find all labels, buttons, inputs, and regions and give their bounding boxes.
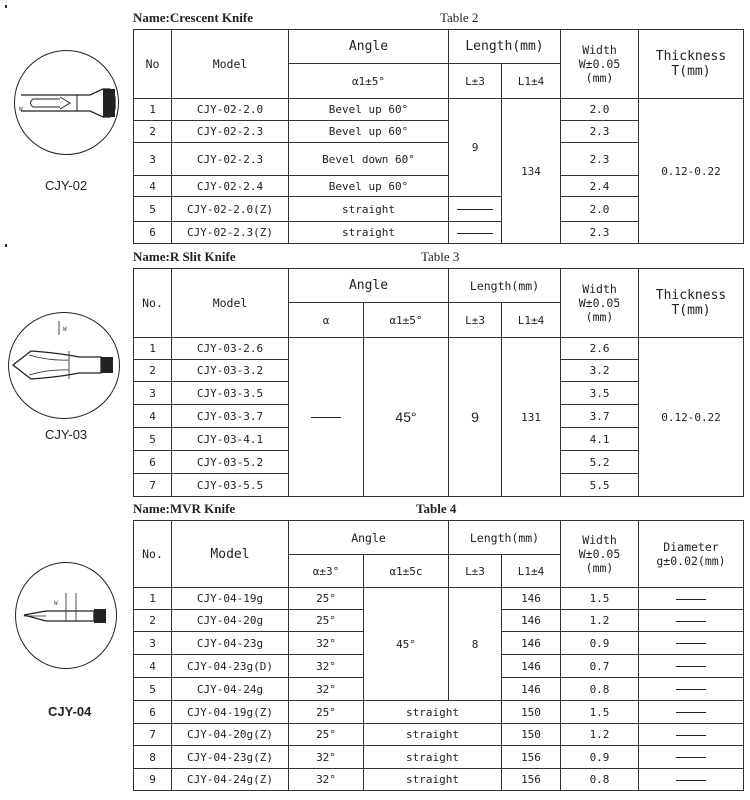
dash-mark — [457, 233, 493, 234]
header-width — [561, 521, 639, 588]
cell-width: 5.2 — [561, 451, 639, 474]
header-alpha1: α1±5° — [364, 303, 449, 338]
cell-thickness: 0.12-0.22 — [639, 99, 744, 244]
cell-width: 0.8 — [561, 769, 639, 791]
cell-diameter — [639, 701, 744, 724]
cell-model: CJY-02-2.0 — [172, 99, 289, 121]
cell-width: 4.1 — [561, 428, 639, 451]
cell-alpha: 25° — [289, 724, 364, 746]
cell-width: 1.5 — [561, 701, 639, 724]
cell-no: 3 — [134, 382, 172, 405]
header-model: Model — [172, 269, 289, 338]
cell-straight: straight — [364, 724, 502, 746]
cell-width: 1.2 — [561, 724, 639, 746]
header-thickness-title: Thickness — [655, 288, 727, 303]
dash-mark — [676, 621, 706, 622]
header-width-title: Width — [582, 533, 617, 547]
header-thickness-unit: T(mm) — [671, 303, 711, 318]
table-caption — [133, 8, 733, 26]
cell-no: 4 — [134, 405, 172, 428]
cell-model: CJY-02-2.3 — [172, 143, 289, 176]
cell-no: 1 — [134, 99, 172, 121]
cell-alpha: 32° — [289, 769, 364, 791]
cell-no: 3 — [134, 632, 172, 655]
cell-diameter — [639, 746, 744, 769]
header-width-title: Width — [582, 43, 617, 57]
table-caption — [133, 247, 733, 265]
header-length: Length(mm) — [449, 269, 561, 303]
cell-no: 4 — [134, 176, 172, 197]
cell-l1: 150 — [502, 701, 561, 724]
cell-no: 1 — [134, 338, 172, 360]
table-name: Name:MVR Knife — [133, 501, 236, 516]
dash-mark — [676, 735, 706, 736]
cell-model: CJY-04-23g — [172, 632, 289, 655]
cell-alpha1: 45° — [364, 338, 449, 497]
cell-width: 2.6 — [561, 338, 639, 360]
svg-text:W: W — [63, 326, 67, 333]
table-caption — [133, 499, 733, 517]
model-label: CJY-04 — [48, 704, 92, 719]
header-l1: L1±4 — [502, 64, 561, 99]
corner-mark — [5, 5, 7, 8]
header-width — [561, 30, 639, 99]
header-thickness-title: Thickness — [655, 49, 727, 64]
cell-angle: Bevel up 60° — [289, 99, 449, 121]
cell-no: 7 — [134, 724, 172, 746]
cell-alpha: 25° — [289, 701, 364, 724]
cell-l1: 131 — [502, 338, 561, 497]
cell-width: 2.3 — [561, 143, 639, 176]
cell-width: 2.3 — [561, 222, 639, 244]
table-number: Table 2 — [440, 10, 479, 25]
cell-width: 3.2 — [561, 360, 639, 382]
header-no: No — [134, 30, 172, 99]
cell-width: 0.8 — [561, 678, 639, 701]
cell-no: 5 — [134, 678, 172, 701]
cell-model: CJY-04-23g(Z) — [172, 746, 289, 769]
cell-model: CJY-03-5.2 — [172, 451, 289, 474]
header-width-unit: (mm) — [585, 561, 614, 575]
cell-width: 2.0 — [561, 197, 639, 222]
cell-diameter — [639, 632, 744, 655]
header-l1: L1±4 — [502, 555, 561, 588]
cell-straight: straight — [364, 769, 502, 791]
cell-width: 0.7 — [561, 655, 639, 678]
cell-l-empty — [449, 197, 502, 222]
cell-model: CJY-02-2.3 — [172, 121, 289, 143]
cell-alpha: 25° — [289, 588, 364, 610]
cell-l1: 156 — [502, 746, 561, 769]
cell-l-empty — [449, 222, 502, 244]
cell-angle: straight — [289, 222, 449, 244]
cell-model: CJY-04-20g(Z) — [172, 724, 289, 746]
cell-width: 3.7 — [561, 405, 639, 428]
cell-angle: straight — [289, 197, 449, 222]
corner-mark — [5, 244, 7, 247]
header-model: Model — [172, 30, 289, 99]
cell-no: 3 — [134, 143, 172, 176]
cell-model: CJY-02-2.3(Z) — [172, 222, 289, 244]
cell-model: CJY-03-3.5 — [172, 382, 289, 405]
cell-thickness: 0.12-0.22 — [639, 338, 744, 497]
table-number: Table 3 — [421, 249, 460, 264]
dash-mark — [457, 209, 493, 210]
cell-angle: Bevel up 60° — [289, 121, 449, 143]
cell-alpha: 32° — [289, 632, 364, 655]
knife-illustration — [14, 50, 119, 155]
cell-angle: Bevel down 60° — [289, 143, 449, 176]
cell-width: 1.2 — [561, 610, 639, 632]
cell-diameter — [639, 655, 744, 678]
header-width — [561, 269, 639, 338]
cell-no: 9 — [134, 769, 172, 791]
cell-width: 0.9 — [561, 746, 639, 769]
header-width-sub: W±0.05 — [578, 296, 621, 310]
header-l1: L1±4 — [502, 303, 561, 338]
cell-model: CJY-04-24g — [172, 678, 289, 701]
svg-text:W: W — [54, 600, 58, 607]
cell-model: CJY-04-24g(Z) — [172, 769, 289, 791]
dash-mark — [676, 643, 706, 644]
cell-no: 6 — [134, 222, 172, 244]
cell-alpha1: 45° — [364, 588, 449, 701]
table-name: Name:R Slit Knife — [133, 249, 236, 264]
dash-mark — [676, 757, 706, 758]
cell-no: 8 — [134, 746, 172, 769]
mvr-knife-icon — [16, 563, 116, 668]
header-alpha1: α1±5° — [289, 64, 449, 99]
cell-no: 4 — [134, 655, 172, 678]
cell-alpha: 25° — [289, 610, 364, 632]
cell-alpha: 32° — [289, 746, 364, 769]
header-l: L±3 — [449, 64, 502, 99]
header-width-unit: (mm) — [585, 71, 614, 85]
cell-l: 9 — [449, 338, 502, 497]
cell-alpha: 32° — [289, 678, 364, 701]
cell-diameter — [639, 678, 744, 701]
cell-no: 2 — [134, 121, 172, 143]
header-thickness — [639, 30, 744, 99]
cell-l1: 146 — [502, 632, 561, 655]
cell-no: 7 — [134, 474, 172, 497]
header-length: Length(mm) — [449, 30, 561, 64]
cell-l: 8 — [449, 588, 502, 701]
cell-l1: 146 — [502, 678, 561, 701]
data-table — [133, 520, 744, 791]
cell-l1: 146 — [502, 610, 561, 632]
model-label: CJY-02 — [45, 178, 88, 193]
header-angle: Angle — [289, 521, 449, 555]
cell-no: 6 — [134, 701, 172, 724]
cell-width: 3.5 — [561, 382, 639, 405]
cell-model: CJY-03-3.7 — [172, 405, 289, 428]
header-no: No. — [134, 269, 172, 338]
knife-illustration — [15, 562, 117, 669]
cell-model: CJY-04-23g(D) — [172, 655, 289, 678]
cell-diameter — [639, 588, 744, 610]
header-thickness — [639, 269, 744, 338]
cell-l1: 146 — [502, 655, 561, 678]
header-width-sub: W±0.05 — [578, 547, 621, 561]
cell-straight: straight — [364, 746, 502, 769]
model-label: CJY-03 — [45, 427, 88, 442]
cell-model: CJY-04-19g — [172, 588, 289, 610]
dash-mark — [311, 417, 341, 418]
cell-model: CJY-02-2.0(Z) — [172, 197, 289, 222]
cell-diameter — [639, 724, 744, 746]
cell-no: 5 — [134, 428, 172, 451]
cell-l1: 156 — [502, 769, 561, 791]
header-width-title: Width — [582, 282, 617, 296]
dash-mark — [676, 780, 706, 781]
cell-width: 1.5 — [561, 588, 639, 610]
header-l: L±3 — [449, 303, 502, 338]
dash-mark — [676, 712, 706, 713]
cell-model: CJY-04-20g — [172, 610, 289, 632]
data-table — [133, 29, 744, 244]
slit-knife-icon — [9, 313, 119, 418]
cell-model: CJY-03-4.1 — [172, 428, 289, 451]
cell-width: 2.0 — [561, 99, 639, 121]
cell-alpha-empty — [289, 338, 364, 497]
cell-width: 5.5 — [561, 474, 639, 497]
header-angle: Angle — [289, 269, 449, 303]
header-angle: Angle — [289, 30, 449, 64]
cell-width: 2.4 — [561, 176, 639, 197]
cell-l1: 150 — [502, 724, 561, 746]
header-width-sub: W±0.05 — [578, 57, 621, 71]
cell-angle: Bevel up 60° — [289, 176, 449, 197]
cell-model: CJY-04-19g(Z) — [172, 701, 289, 724]
cell-l1: 134 — [502, 99, 561, 244]
cell-diameter — [639, 610, 744, 632]
header-diameter-title: Diameter — [663, 540, 719, 554]
dash-mark — [676, 599, 706, 600]
table-number: Table 4 — [416, 501, 457, 516]
crescent-knife-icon — [15, 51, 118, 154]
header-no: No. — [134, 521, 172, 588]
header-diameter-sub: g±0.02(mm) — [656, 554, 726, 568]
header-alpha: α±3° — [289, 555, 364, 588]
cell-width: 0.9 — [561, 632, 639, 655]
cell-straight: straight — [364, 701, 502, 724]
header-alpha1: α1±5c — [364, 555, 449, 588]
data-table — [133, 268, 744, 497]
header-alpha: α — [289, 303, 364, 338]
cell-l: 9 — [449, 99, 502, 197]
cell-model: CJY-03-5.5 — [172, 474, 289, 497]
cell-model: CJY-03-3.2 — [172, 360, 289, 382]
cell-no: 1 — [134, 588, 172, 610]
header-model: Model — [172, 521, 289, 588]
dash-mark — [676, 666, 706, 667]
header-diameter — [639, 521, 744, 588]
cell-l1: 146 — [502, 588, 561, 610]
cell-model: CJY-03-2.6 — [172, 338, 289, 360]
cell-no: 6 — [134, 451, 172, 474]
table-name: Name:Crescent Knife — [133, 10, 253, 25]
header-thickness-unit: T(mm) — [671, 64, 711, 79]
svg-text:W: W — [19, 106, 23, 113]
cell-model: CJY-02-2.4 — [172, 176, 289, 197]
cell-no: 2 — [134, 610, 172, 632]
cell-diameter — [639, 769, 744, 791]
cell-alpha: 32° — [289, 655, 364, 678]
header-width-unit: (mm) — [585, 310, 614, 324]
header-l: L±3 — [449, 555, 502, 588]
knife-illustration — [8, 312, 120, 419]
cell-no: 2 — [134, 360, 172, 382]
cell-no: 5 — [134, 197, 172, 222]
cell-width: 2.3 — [561, 121, 639, 143]
header-length: Length(mm) — [449, 521, 561, 555]
dash-mark — [676, 689, 706, 690]
